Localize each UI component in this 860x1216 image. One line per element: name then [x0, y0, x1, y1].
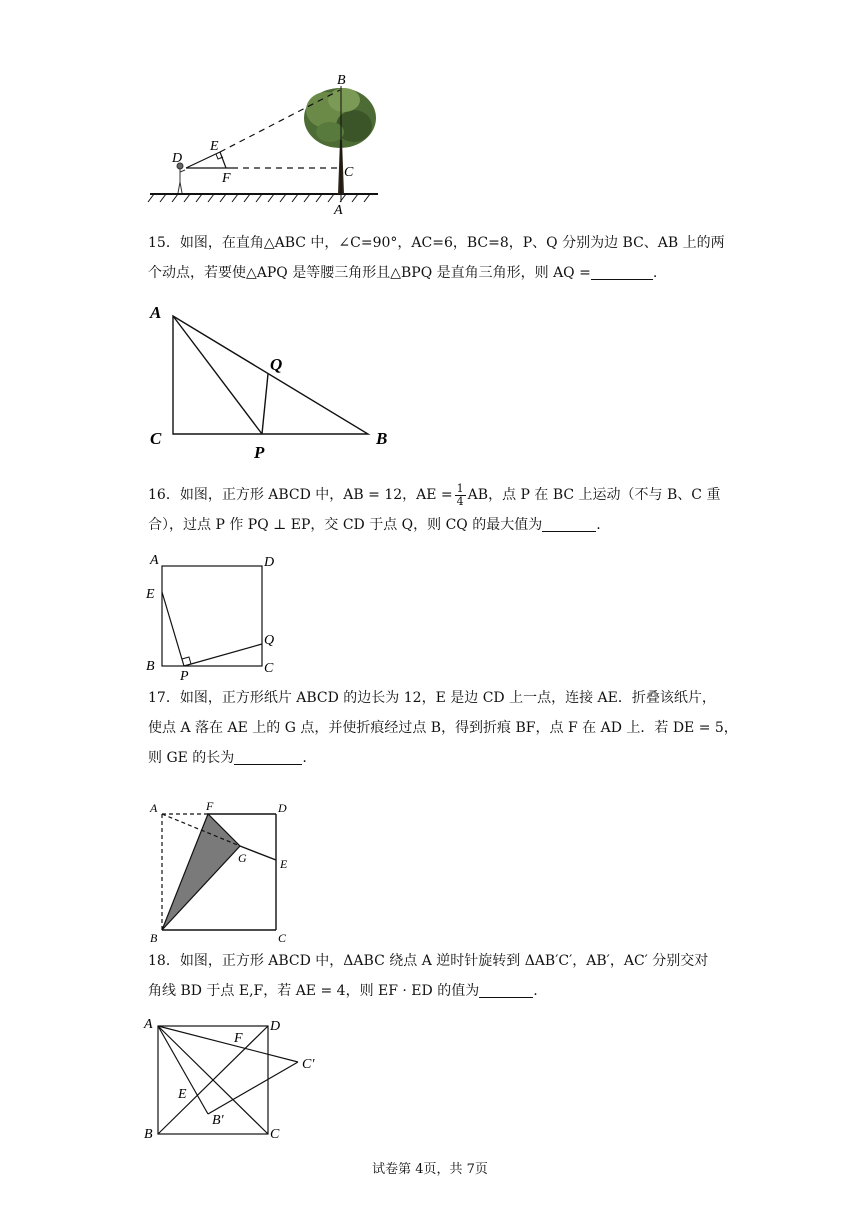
label-Q: Q	[264, 633, 275, 648]
question-18-line-2	[148, 976, 728, 1006]
question-17-line-3	[148, 743, 728, 773]
label-E: E	[178, 1087, 187, 1102]
fraction-numerator: 1	[456, 481, 464, 495]
figure-17-folded-square	[140, 796, 310, 946]
label-D: D	[270, 1019, 281, 1034]
label-D: D	[278, 801, 287, 815]
label-A: A	[150, 553, 159, 568]
label-B: B	[144, 1127, 153, 1142]
label-C: C	[150, 429, 162, 448]
question-15-line-1: 15．如图，在直角△ABC 中，∠C=90°，AC=6，BC=8，P、Q 分别为边 BC、AB 上的两	[148, 235, 725, 251]
question-16-end: .	[596, 517, 601, 533]
label-A: A	[150, 801, 158, 815]
question-17	[148, 683, 738, 773]
label-C: C	[270, 1127, 280, 1142]
question-16-line-1b: AB，点 P 在 BC 上运动（不与 B、C 重	[467, 487, 721, 503]
figure-18-rotated-triangle	[140, 1010, 340, 1145]
answer-blank-18	[479, 981, 533, 998]
question-18-line-2-text: 角线 BD 于点 E,F，若 AE = 4，则 EF · ED 的值为	[148, 983, 480, 999]
question-15-line-2-text: 个动点，若要使△APQ 是等腰三角形且△BPQ 是直角三角形，则 AQ =	[148, 265, 591, 281]
question-16	[148, 480, 728, 540]
label-A: A	[144, 1017, 153, 1032]
label-P: P	[180, 669, 189, 682]
figure-tree-measurement	[140, 70, 390, 220]
label-E: E	[210, 139, 219, 154]
question-16-line-1	[148, 480, 728, 510]
label-B: B	[376, 429, 388, 448]
label-A: A	[150, 303, 162, 322]
label-B-prime: B′	[212, 1113, 224, 1128]
answer-blank-16	[542, 515, 596, 532]
label-D: D	[172, 151, 183, 166]
label-E: E	[146, 587, 155, 602]
label-P: P	[254, 443, 265, 462]
label-C: C	[344, 165, 354, 180]
question-18	[148, 946, 728, 1006]
label-A: A	[334, 203, 343, 218]
question-17-line-1: 17．如图，正方形纸片 ABCD 的边长为 12，E 是边 CD 上一点，连接 AE．折叠该纸片，	[148, 690, 716, 706]
label-Q: Q	[270, 355, 283, 374]
label-F: F	[222, 171, 231, 186]
question-17-line-2: 使点 A 落在 AE 上的 G 点，并使折痕经过点 B，得到折痕 BF，点 F 在 AD 上．若 DE = 5，	[148, 720, 738, 736]
tree-icon	[304, 88, 376, 194]
question-18-line-1: 18．如图，正方形 ABCD 中，ΔABC 绕点 A 逆时针旋转到 ΔAB′C′，AB′，AC′ 分别交对	[148, 953, 709, 969]
label-E: E	[280, 857, 288, 871]
label-B: B	[337, 73, 346, 88]
figure-15-triangle	[140, 298, 400, 468]
label-C-prime: C′	[302, 1057, 315, 1072]
answer-blank-17	[234, 748, 302, 765]
question-16-line-1a: 16．如图，正方形 ABCD 中，AB = 12，AE =	[148, 487, 453, 503]
fraction-denominator: 4	[456, 494, 464, 508]
question-16-line-2	[148, 510, 728, 540]
label-C: C	[264, 661, 274, 676]
question-15-end: .	[652, 265, 658, 281]
question-17-line-3-text: 则 GE 的长为	[148, 750, 235, 766]
question-15	[148, 228, 728, 288]
question-18-end: .	[533, 983, 538, 999]
label-B: B	[150, 931, 158, 945]
label-G: G	[238, 851, 247, 865]
answer-blank-15	[591, 263, 653, 280]
label-B: B	[146, 659, 155, 674]
question-15-line-2	[148, 258, 728, 288]
label-C: C	[278, 931, 287, 945]
fraction-one-quarter	[455, 483, 466, 508]
question-16-line-2-text: 合），过点 P 作 PQ ⊥ EP，交 CD 于点 Q，则 CQ 的最大值为	[148, 517, 543, 533]
person-icon	[177, 163, 185, 193]
page-footer: 试卷第 4页，共 7页	[372, 1162, 488, 1177]
question-17-end: .	[302, 750, 307, 766]
label-F: F	[234, 1031, 243, 1046]
label-D: D	[264, 555, 275, 570]
figure-16-square	[140, 552, 290, 682]
label-F: F	[206, 799, 214, 813]
